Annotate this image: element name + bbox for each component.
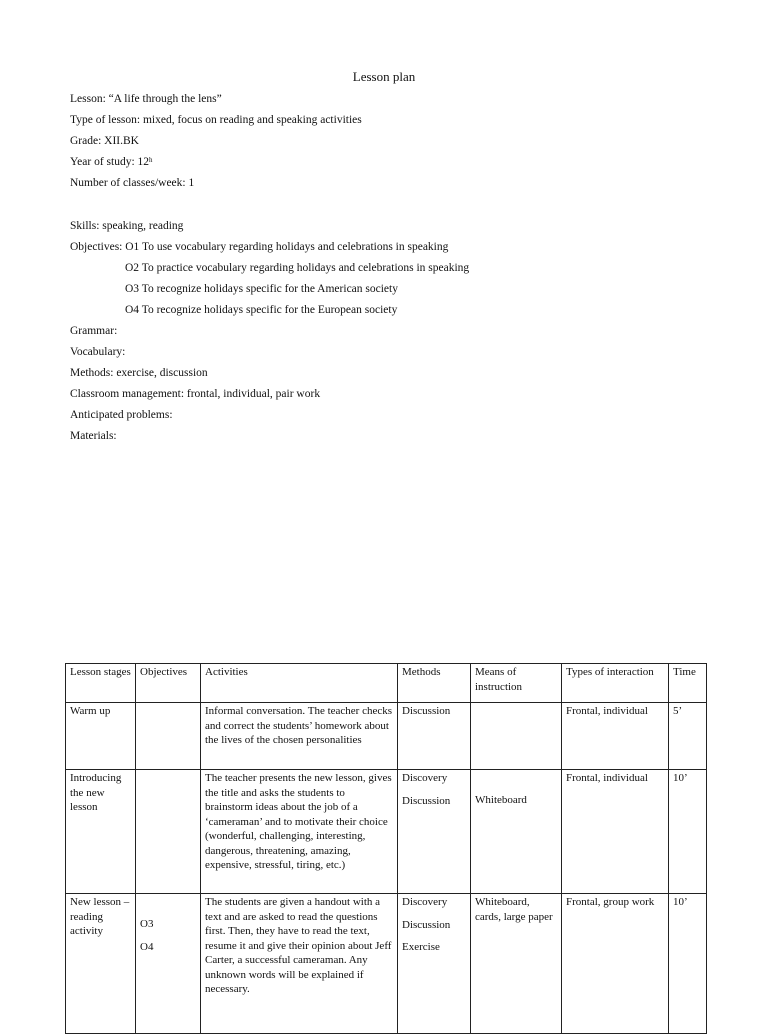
lesson-plan-title: Lesson plan [352, 69, 416, 84]
header-means-of-instruction: Means of instruction [471, 664, 562, 703]
means-text: Whiteboard [475, 794, 527, 806]
lesson-line: Lesson: “A life through the lens” [70, 93, 222, 105]
header-objectives: Objectives [136, 664, 201, 703]
cell-means: Whiteboard, cards, large paper [471, 894, 562, 1034]
year-of-study-text: Year of study: 12 [70, 156, 150, 168]
objective-o2-line: O2 To practice vocabulary regarding holidays and celebrations in speaking [125, 262, 470, 274]
skills-line: Skills: speaking, reading [70, 220, 184, 232]
header-activities: Activities [201, 664, 398, 703]
table-header-row [66, 664, 707, 703]
table-row [66, 894, 707, 1034]
cell-means [471, 703, 562, 770]
methods-line: Methods: exercise, discussion [70, 367, 208, 379]
cell-objectives [136, 894, 201, 1034]
cell-interaction: Frontal, individual [562, 770, 669, 894]
grade-line: Grade: XII.BK [70, 135, 139, 147]
cell-stage: Warm up [66, 703, 136, 770]
method-item: Discussion [402, 918, 451, 931]
cell-stage: Introducing the new lesson [66, 770, 136, 894]
method-item: Discussion [402, 705, 451, 717]
header-lesson-stages: Lesson stages [66, 664, 136, 703]
cell-activities: The teacher presents the new lesson, gives the title and asks the students to brainstorm ideas about the job of a ‘cameraman’ and to motivate their choice (wonderful, challenging, interesting, dangerous, threatening, amazing, expensive, stressful, tiring, etc.) [201, 770, 398, 894]
cell-interaction: Frontal, group work [562, 894, 669, 1034]
year-of-study-suffix: h [149, 156, 153, 164]
lesson-plan-table [65, 663, 707, 1034]
method-item: Exercise [402, 941, 440, 953]
method-item: Discussion [402, 794, 451, 807]
header-time: Time [669, 664, 707, 703]
cell-means [471, 770, 562, 894]
method-item: Discovery [402, 772, 448, 784]
cell-methods [398, 703, 471, 770]
method-item: Discovery [402, 896, 448, 908]
classes-per-week-line: Number of classes/week: 1 [70, 177, 195, 189]
table-row [66, 770, 707, 894]
materials-line: Materials: [70, 430, 117, 442]
objective-item: O4 [140, 940, 154, 953]
cell-activities: Informal conversation. The teacher checks and correct the students’ homework about the lives of the chosen personalities [201, 703, 398, 770]
header-types-of-interaction: Types of interaction [562, 664, 669, 703]
table-row [66, 703, 707, 770]
cell-time: 10’ [669, 894, 707, 1034]
objective-o3-line: O3 To recognize holidays specific for the American society [125, 283, 398, 295]
type-of-lesson-line: Type of lesson: mixed, focus on reading and speaking activities [70, 114, 362, 126]
cell-objectives [136, 703, 201, 770]
year-of-study-line [70, 155, 153, 169]
anticipated-problems-line: Anticipated problems: [70, 409, 173, 421]
grammar-line: Grammar: [70, 325, 118, 337]
cell-time: 5’ [669, 703, 707, 770]
cell-methods [398, 770, 471, 894]
cell-objectives [136, 770, 201, 894]
classroom-management-line: Classroom management: frontal, individual, pair work [70, 388, 321, 400]
objective-item: O3 [140, 918, 154, 930]
vocabulary-line: Vocabulary: [70, 346, 126, 358]
header-methods: Methods [398, 664, 471, 703]
cell-time: 10’ [669, 770, 707, 894]
cell-interaction: Frontal, individual [562, 703, 669, 770]
cell-methods [398, 894, 471, 1034]
objective-o4-line: O4 To recognize holidays specific for the European society [125, 304, 398, 316]
cell-stage: New lesson – reading activity [66, 894, 136, 1034]
cell-activities: The students are given a handout with a text and are asked to read the questions first. Then, they have to read the text, resume it and give their opinion about Jeff Carter, a successful cameraman. Any unknown words will be explained if necessary. [201, 894, 398, 1034]
objective-o1-line: Objectives: O1 To use vocabulary regarding holidays and celebrations in speaking [70, 241, 449, 253]
